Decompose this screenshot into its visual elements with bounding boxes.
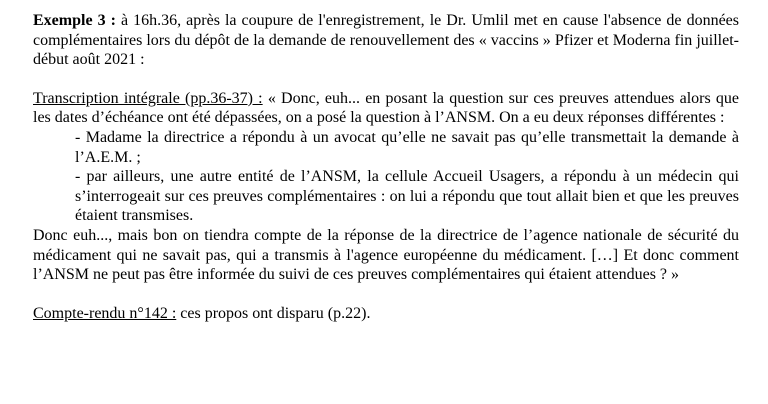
transcription-label: Transcription intégrale (pp.36-37) :: [33, 89, 263, 107]
example-paragraph: [33, 11, 739, 70]
bullet-1-text: - Madame la directrice a répondu à un avocat qu’elle ne savait pas qu’elle transmettait la demande à l’A.E.M. ;: [75, 128, 739, 166]
closing-text: Donc euh..., mais bon on tiendra compte de la réponse de la directrice de l’agence nationale de sécurité du médicament qui ne savait pas, qui a transmis à l'agence européenne du médicament. […] Et donc comment l’ANSM ne peut pas être informée du suivi de ces preuves complémentaires qui étaient attendues ? »: [33, 226, 739, 284]
compte-rendu-text: ces propos ont disparu (p.22).: [176, 304, 371, 322]
compte-rendu-paragraph: [33, 304, 739, 324]
example-text: à 16h.36, après la coupure de l'enregistrement, le Dr. Umlil met en cause l'absence de données complémentaires lors du dépôt de la demande de renouvellement des « vaccins » Pfizer et Moderna fin juillet-début août 2021 :: [33, 12, 740, 69]
bullet-2-text: - par ailleurs, une autre entité de l’ANSM, la cellule Accueil Usagers, a répondu à un médecin qui s’interrogeait sur ces preuves complémentaires : on lui a répondu que tout allait bien et que les preuves étaient transmises.: [75, 168, 739, 225]
document-page: [33, 11, 739, 323]
spacer: [33, 285, 739, 304]
transcription-paragraph: [33, 89, 739, 128]
bullet-item-2: [75, 167, 739, 226]
transcription-closing: [33, 226, 739, 285]
transcription-bullets: [33, 128, 739, 226]
compte-rendu-label: Compte-rendu n°142 :: [33, 304, 177, 322]
bullet-item-1: [75, 128, 739, 167]
transcription-opening: « Donc, euh... en posant la question sur ces preuves attendues alors que les dates d’échéance ont été dépassées, on a posé la question à l’ANSM. On a eu deux réponses différentes :: [33, 89, 740, 127]
example-label: Exemple 3 :: [33, 12, 116, 29]
